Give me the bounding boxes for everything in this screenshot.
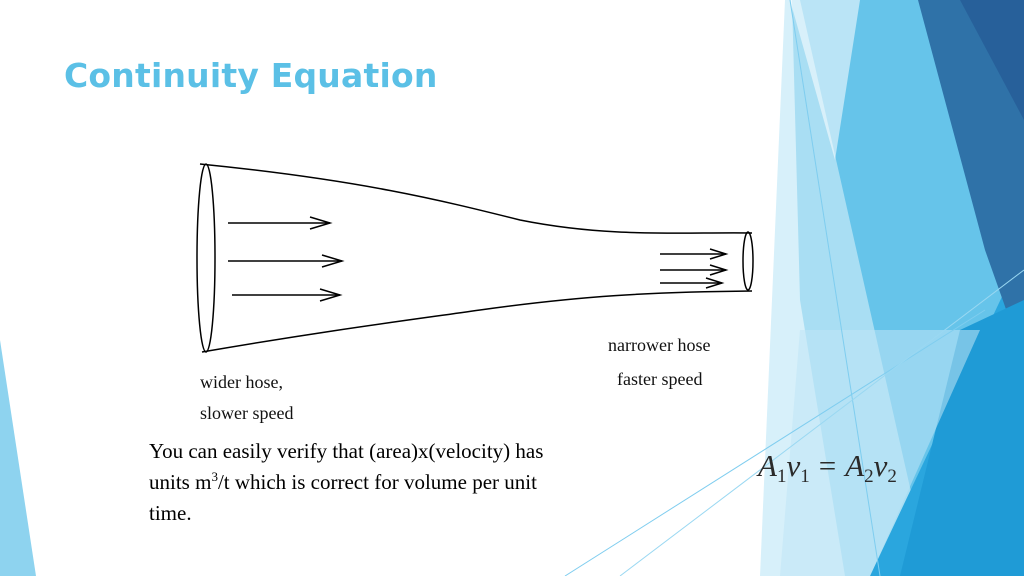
fast-speed-label: faster speed bbox=[617, 369, 703, 389]
wide-flow-arrows bbox=[228, 217, 342, 301]
eq-area-1-sub: 1 bbox=[776, 466, 787, 487]
slide-title: Continuity Equation bbox=[64, 56, 438, 95]
explanation-line-3: time. bbox=[149, 501, 192, 525]
eq-area-1: A bbox=[758, 448, 777, 483]
eq-area-2-sub: 2 bbox=[864, 466, 874, 487]
cubed-superscript: 3 bbox=[211, 469, 218, 484]
explanation-text bbox=[149, 436, 649, 529]
explanation-line-2-pre: units m bbox=[149, 470, 212, 494]
eq-area-2: A bbox=[845, 448, 865, 483]
eq-velocity-2-sub: 2 bbox=[887, 466, 897, 487]
eq-equals-sign: = bbox=[818, 448, 837, 483]
eq-velocity-1: v bbox=[786, 448, 801, 483]
left-accent-shape bbox=[0, 340, 36, 576]
eq-velocity-2: v bbox=[873, 448, 888, 483]
explanation-line-2-post: /t which is correct for volume per unit bbox=[217, 470, 537, 494]
eq-velocity-1-sub: 1 bbox=[800, 466, 810, 487]
wide-hose-label: wider hose, bbox=[200, 372, 283, 392]
wide-opening-ellipse bbox=[197, 164, 215, 352]
slow-speed-label: slower speed bbox=[200, 403, 294, 423]
narrow-flow-arrows bbox=[660, 249, 726, 288]
explanation-line-1: You can easily verify that (area)x(velocity) has bbox=[149, 439, 544, 463]
narrow-opening-ellipse bbox=[743, 232, 753, 290]
continuity-equation bbox=[758, 448, 897, 488]
narrow-hose-label: narrower hose bbox=[608, 335, 711, 355]
hose-diagram bbox=[180, 150, 760, 430]
